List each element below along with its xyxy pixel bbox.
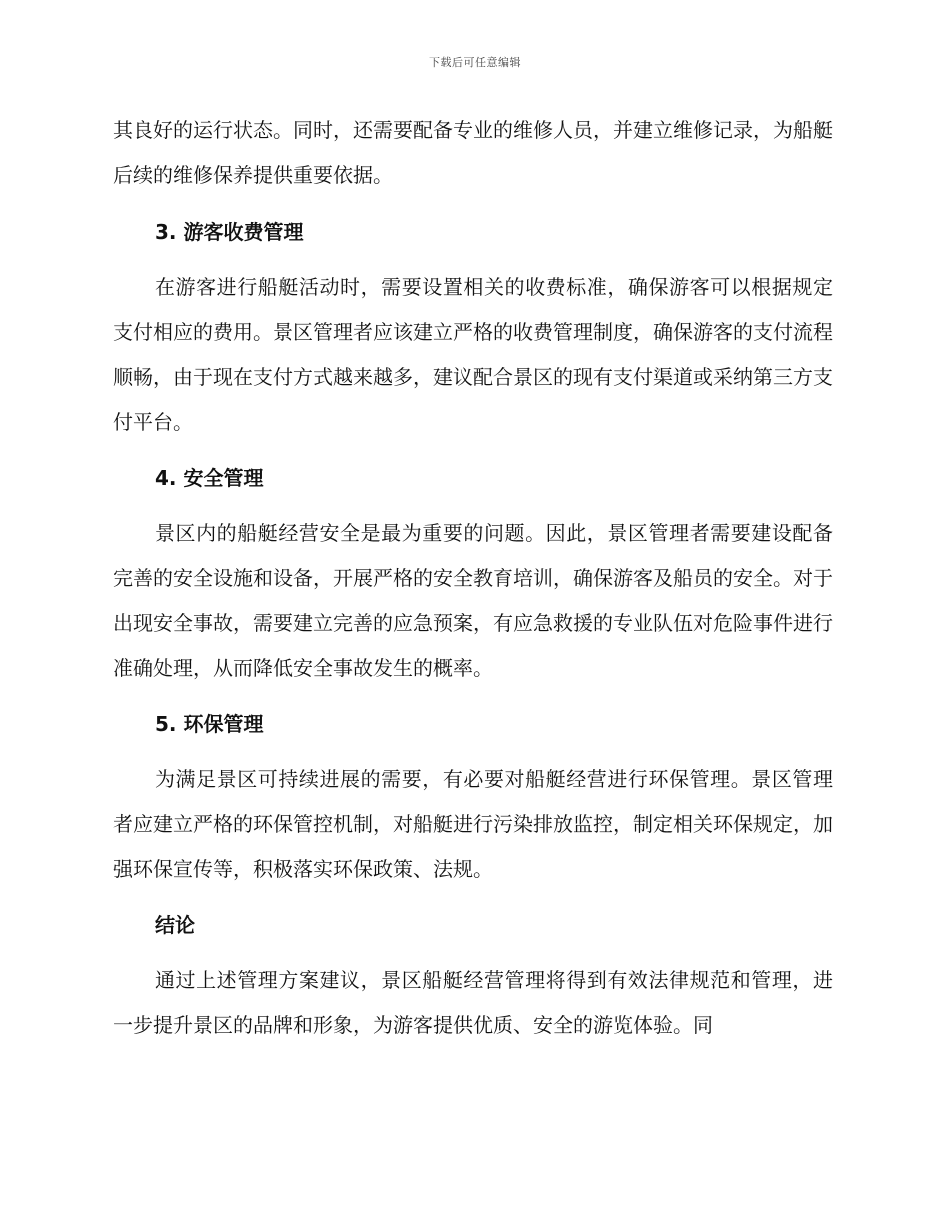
paragraph-safety-management: 景区内的船艇经营安全是最为重要的问题。因此，景区管理者需要建设配备完善的安全设施和设备，开展严格的安全教育培训，确保游客及船员的安全。对于出现安全事故，需要建立完善的应急预案，有应急救援的专业队伍对危险事件进行准确处理，从而降低安全事故发生的概率。 — [113, 521, 833, 680]
paragraph-environmental-management: 为满足景区可持续进展的需要，有必要对船艇经营进行环保管理。景区管理者应建立严格的环保管控机制，对船艇进行污染排放监控，制定相关环保规定，加强环保宣传等，积极落实环保政策、法规。 — [113, 767, 833, 881]
paragraph-visitor-fee-management: 在游客进行船艇活动时，需要设置相关的收费标准，确保游客可以根据规定支付相应的费用。景区管理者应该建立严格的收费管理制度，确保游客的支付流程顺畅，由于现在支付方式越来越多，建议配合景区的现有支付渠道或采纳第三方支付平台。 — [113, 275, 833, 434]
paragraph-maintenance-continued: 其良好的运行状态。同时，还需要配备专业的维修人员，并建立维修记录，为船艇后续的维修保养提供重要依据。 — [113, 118, 833, 187]
heading-environmental-management: 5. 环保管理 — [155, 712, 264, 736]
heading-safety-management: 4. 安全管理 — [155, 466, 264, 490]
heading-visitor-fee-management: 3. 游客收费管理 — [155, 220, 304, 244]
paragraph-conclusion: 通过上述管理方案建议，景区船艇经营管理将得到有效法律规范和管理，进一步提升景区的品牌和形象，为游客提供优质、安全的游览体验。同 — [113, 968, 833, 1037]
heading-conclusion: 结论 — [155, 913, 195, 937]
page-header: 下载后可任意编辑 — [429, 56, 521, 69]
document-body — [113, 108, 833, 1048]
